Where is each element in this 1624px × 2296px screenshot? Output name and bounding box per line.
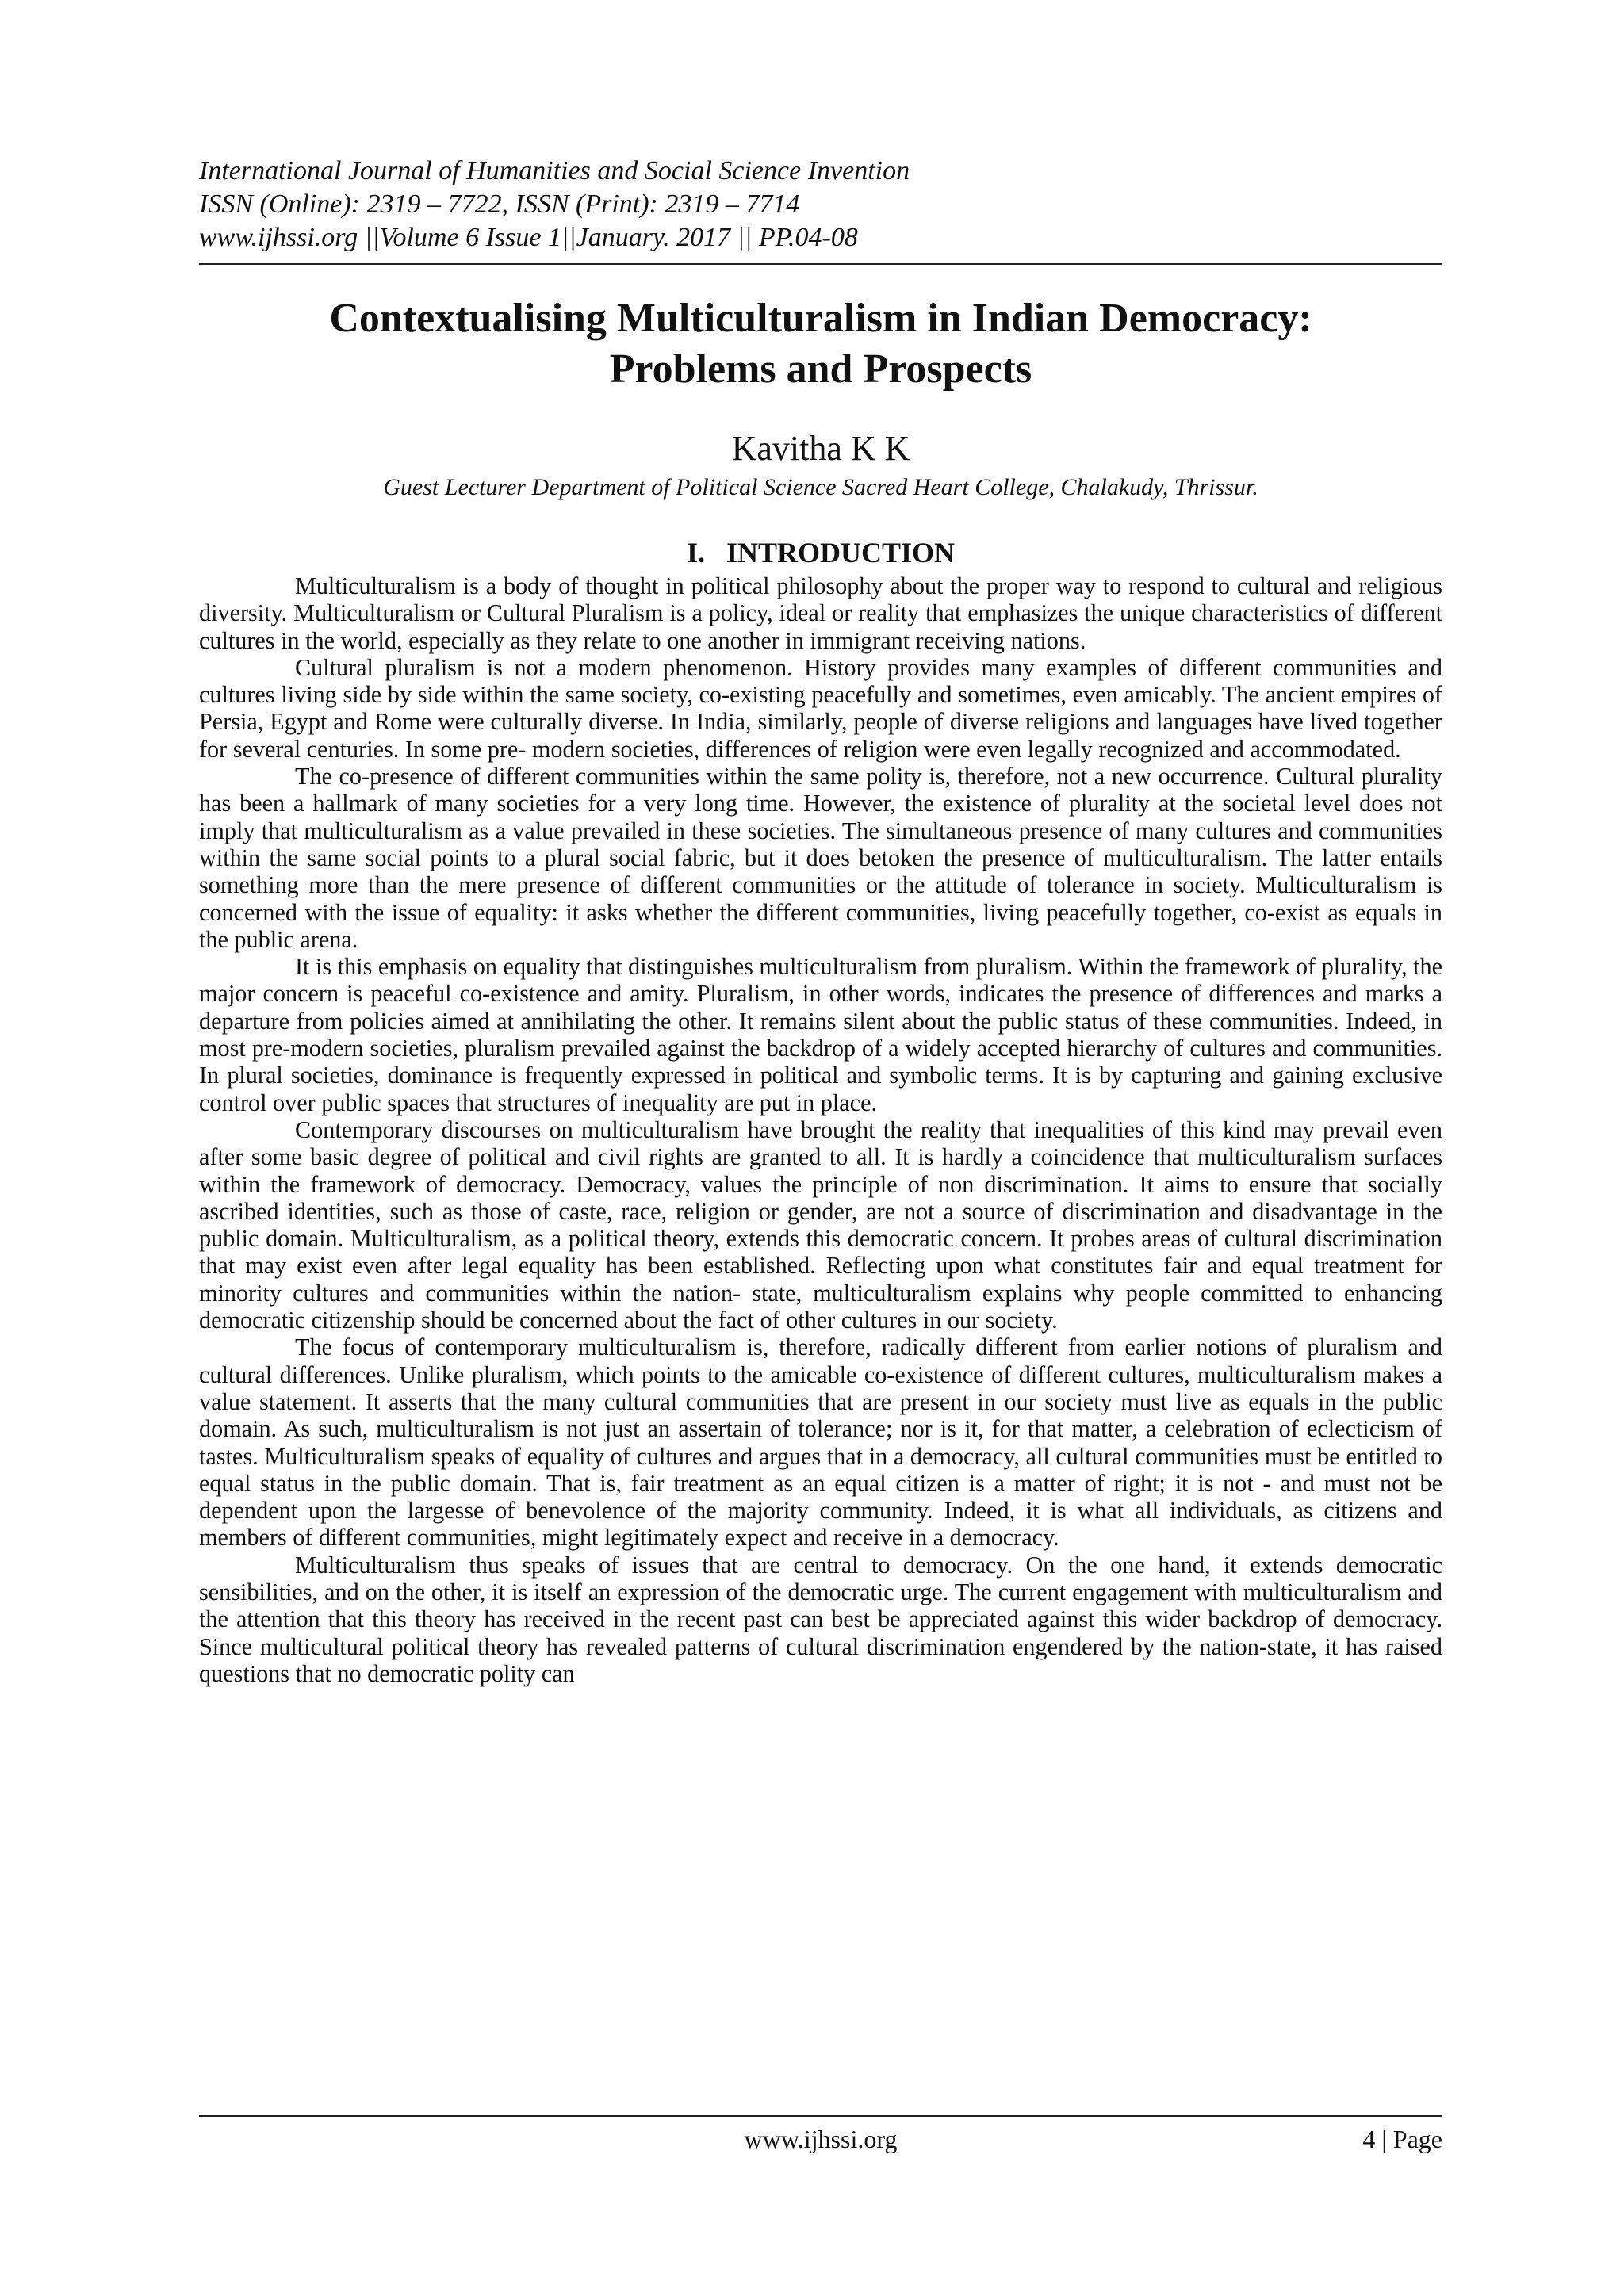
- journal-header: [199, 155, 1442, 254]
- journal-volume: www.ijhssi.org ||Volume 6 Issue 1||January. 2017 || PP.04-08: [199, 223, 858, 252]
- author-affiliation: Guest Lecturer Department of Political Science Sacred Heart College, Chalakudy, Thrissur.: [383, 474, 1258, 500]
- journal-name: International Journal of Humanities and Social Science Invention: [199, 156, 910, 186]
- section-heading-introduction: I. INTRODUCTION: [686, 537, 956, 568]
- paragraph: The co-presence of different communities within the same polity is, therefore, not a new occurrence. Cultural plurality has been a hallmark of many societies for a very long time. However, the existence of plurality at the societal level does not imply that multiculturalism as a value prevailed in these societies. The simultaneous presence of many cultures and communities within the same social points to a plural social fabric, but it does betoken the presence of multiculturalism. The latter entails something more than the mere presence of different communities or the attitude of tolerance in society. Multiculturalism is concerned with the issue of equality: it asks whether the different communities, living peacefully together, co-exist as equals in the public arena.: [199, 763, 1442, 953]
- paragraph: Cultural pluralism is not a modern phenomenon. History provides many examples of different communities and cultures living side by side within the same society, co-existing peacefully and sometimes, even amicably. The ancient empires of Persia, Egypt and Rome were culturally diverse. In India, similarly, people of diverse religions and languages have lived together for several centuries. In some pre- modern societies, differences of religion were even legally recognized and accommodated.: [199, 653, 1442, 763]
- paragraph: It is this emphasis on equality that distinguishes multiculturalism from pluralism. Within the framework of plurality, the major concern is peaceful co-existence and amity. Pluralism, in other words, indicates the presence of differences and marks a departure from policies aimed at annihilating the other. It remains silent about the public status of these communities. Indeed, in most pre-modern societies, pluralism prevailed against the backdrop of a widely accepted hierarchy of cultures and communities. In plural societies, dominance is frequently expressed in political and symbolic terms. It is by capturing and gaining exclusive control over public spaces that structures of inequality are put in place.: [199, 953, 1442, 1116]
- paper-title-line-2: Problems and Prospects: [609, 346, 1032, 392]
- paragraph: Multiculturalism is a body of thought in political philosophy about the proper way to respond to cultural and religious diversity. Multiculturalism or Cultural Pluralism is a policy, ideal or reality that emphasizes the unique characteristics of different cultures in the world, especially as they relate to one another in immigrant receiving nations.: [199, 572, 1442, 654]
- footer-url: www.ijhssi.org: [744, 2125, 898, 2153]
- paragraph: The focus of contemporary multiculturalism is, therefore, radically different from earlier notions of pluralism and cultural differences. Unlike pluralism, which points to the amicable co-existence of different cultures, multiculturalism makes a value statement. It asserts that the many cultural communities that are present in our society must live as equals in the public domain. As such, multiculturalism is not just an assertain of tolerance; nor is it, for that matter, a celebration of eclecticism of tastes. Multiculturalism speaks of equality of cultures and argues that in a democracy, all cultural communities must be entitled to equal status in the public domain. That is, fair treatment as an equal citizen is a matter of right; it is not - and must not be dependent upon the largesse of benevolence of the majority community. Indeed, it is what all individuals, as citizens and members of different communities, might legitimately expect and receive in a democracy.: [199, 1334, 1442, 1552]
- header-divider: [199, 263, 1442, 265]
- paragraph: Multiculturalism thus speaks of issues that are central to democracy. On the one hand, it extends democratic sensibilities, and on the other, it is itself an expression of the democratic urge. The current engagement with multiculturalism and the attention that this theory has received in the recent past can best be appreciated against this wider backdrop of democracy. Since multicultural political theory has revealed patterns of cultural discrimination engendered by the nation-state, it has raised questions that no democratic polity can: [199, 1551, 1442, 1687]
- author-name: Kavitha K K: [731, 429, 910, 468]
- footer-divider: [199, 2115, 1442, 2117]
- paragraph: Contemporary discourses on multiculturalism have brought the reality that inequalities of this kind may prevail even after some basic degree of political and civil rights are granted to all. It is hardly a coincidence that multiculturalism surfaces within the framework of democracy. Democracy, values the principle of non discrimination. It aims to ensure that socially ascribed identities, such as those of caste, race, religion or gender, are not a source of discrimination and disadvantage in the public domain. Multiculturalism, as a political theory, extends this democratic concern. It probes areas of cultural discrimination that may exist even after legal equality has been established. Reflecting upon what constitutes fair and equal treatment for minority cultures and communities within the nation- state, multiculturalism explains why people committed to enhancing democratic citizenship should be concerned about the fact of other cultures in our society.: [199, 1115, 1442, 1334]
- paper-title-line-1: Contextualising Multiculturalism in Indian Democracy:: [329, 296, 1312, 341]
- paper-title: [199, 293, 1442, 395]
- body-text: [199, 572, 1442, 1687]
- journal-issn: ISSN (Online): 2319 – 7722, ISSN (Print): 2319 – 7714: [199, 189, 800, 219]
- page-number: 4 | Page: [1362, 2125, 1442, 2153]
